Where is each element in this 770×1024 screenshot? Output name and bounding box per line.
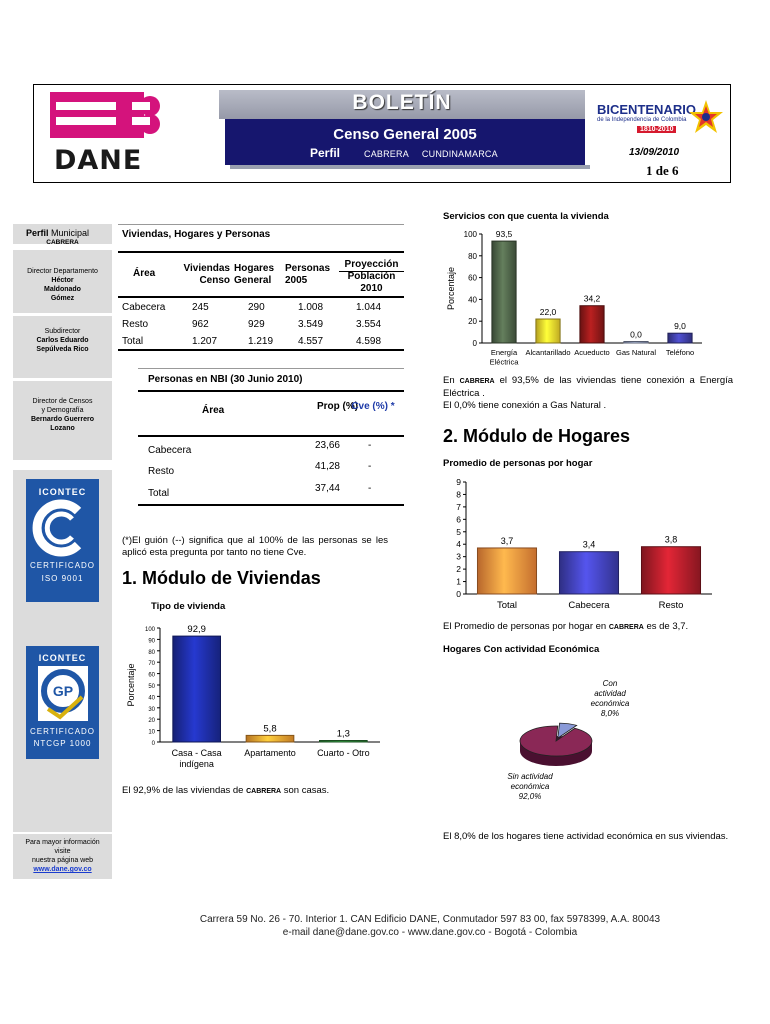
nbi-col-prop: Prop (%) <box>317 401 359 412</box>
cert-code: ISO 9001 <box>41 574 84 583</box>
table-cell: 3.549 <box>298 319 324 330</box>
svg-text:GP: GP <box>52 683 74 699</box>
table-cell: 1.008 <box>298 302 324 313</box>
page-counter: 1 de 6 <box>646 163 679 178</box>
bicentenario-subtitle: de la Independencia de Colombia <box>597 117 687 123</box>
chart-actividad-economica <box>490 675 670 805</box>
sidebar-divider <box>13 313 112 316</box>
bar <box>477 548 536 594</box>
y-tick-label: 1 <box>456 576 461 587</box>
icontec-iso-badge <box>26 479 99 602</box>
table-rule <box>138 435 404 437</box>
y-tick-label: 7 <box>456 501 461 512</box>
y-tick-label: 30 <box>148 706 155 713</box>
y-tick-label: 90 <box>148 638 155 645</box>
x-tick-label: Resto <box>658 600 684 611</box>
x-tick-label: Cabecera <box>568 600 610 611</box>
y-tick-label: 10 <box>148 729 155 736</box>
y-tick-label: 100 <box>463 230 477 239</box>
y-tick-label: 0 <box>472 339 477 348</box>
pie-slice <box>520 726 592 756</box>
data-label: 93,5 <box>495 229 513 240</box>
info-line: visite <box>54 848 71 855</box>
table-rule <box>138 504 404 506</box>
x-tick-label: indígena <box>179 759 214 769</box>
table-cell: 1.044 <box>356 302 382 313</box>
col-header-proyeccion: Proyección Población 2010 <box>344 259 399 294</box>
bar <box>624 342 648 344</box>
y-tick-label: 2 <box>456 564 461 575</box>
chart-title-promedio: Promedio de personas por hogar <box>443 458 593 469</box>
bar <box>173 636 221 742</box>
y-axis-label: Porcentaje <box>126 663 136 707</box>
pie-label: Sin actividad <box>507 772 553 781</box>
viviendas-footnote <box>122 785 329 798</box>
promedio-text <box>443 621 688 634</box>
y-tick-label: 60 <box>468 273 477 283</box>
sidebar-municipio: CABRERA <box>46 239 79 246</box>
col-header-personas: Personas 2005 <box>285 263 331 286</box>
nbi-note: (*)El guión (--) significa que al 100% de las personas se les aplicó esta pregunta por tanto no tiene Cve. <box>122 535 388 558</box>
brand-wordmark: DANE <box>54 145 143 176</box>
col-header-area: Área <box>133 268 156 279</box>
y-tick-label: 40 <box>468 295 477 305</box>
table-cell: 41,28 <box>314 461 340 472</box>
chart-title-tipo-vivienda: Tipo de vivienda <box>151 601 226 612</box>
ntcgp-seal-icon <box>26 663 99 725</box>
perfil-label: Perfil <box>310 146 341 160</box>
chart-title-actividad: Hogares Con actividad Económica <box>443 644 600 655</box>
pie-label: actividad <box>594 689 626 698</box>
chart-servicios <box>440 222 745 370</box>
y-tick-label: 50 <box>148 684 155 690</box>
y-tick-label: 80 <box>148 649 155 656</box>
table-rule <box>118 296 404 298</box>
data-label: 3,7 <box>500 535 514 546</box>
cert-code: NTCGP 1000 <box>33 739 92 748</box>
actividad-text: El 8,0% de los hogares tiene actividad económica en sus viviendas. <box>443 831 729 842</box>
chart-tipo-vivienda <box>118 612 398 778</box>
footnote-text: El 92,9% de las viviendas de <box>122 785 244 796</box>
icontec-seal-icon <box>26 497 99 559</box>
data-label: 22,0 <box>539 307 557 318</box>
subdirector-role: Subdirector <box>44 328 81 335</box>
data-label: 34,2 <box>583 293 601 304</box>
y-tick-label: 70 <box>148 661 155 668</box>
footer-address: Carrera 59 No. 26 - 70. Interior 1. CAN Edificio DANE, Conmutador 597 83 00, fax 5978399, A.A. 80043 <box>199 914 661 925</box>
y-tick-label: 3 <box>456 551 461 562</box>
promedio-text-part: El Promedio de personas por hogar en <box>443 621 607 632</box>
x-tick-label: Casa - Casa <box>171 748 222 758</box>
row-label: Resto <box>122 319 149 330</box>
footer-contact: e-mail dane@dane.gov.co - www.dane.gov.co - Bogotá - Colombia <box>282 927 578 938</box>
sidebar-perfil-suffix: Municipal <box>51 228 90 238</box>
x-tick-label: Total <box>496 600 518 611</box>
bar <box>536 319 560 343</box>
promedio-text-part: es de 3,7. <box>646 621 689 632</box>
row-label: Cabecera <box>122 302 166 313</box>
bar <box>492 241 516 343</box>
banner-shadow <box>230 165 590 169</box>
col-header-hogares: Hogares General <box>234 263 275 286</box>
chart-title-servicios: Servicios con que cuenta la vivienda <box>443 211 609 222</box>
y-tick-label: 100 <box>144 627 155 633</box>
banner-title: BOLETÍN <box>352 91 452 114</box>
table-cell: 245 <box>192 302 209 313</box>
pie-label: Con <box>602 679 618 688</box>
servicios-place: CABRERA <box>459 378 495 385</box>
pie-label: 8,0% <box>600 709 620 718</box>
table-cell: 4.557 <box>298 336 324 347</box>
x-tick-label: Cuarto - Otro <box>317 748 370 758</box>
sidebar-director-dept <box>13 267 112 303</box>
table-cell: - <box>368 461 372 472</box>
y-tick-label: 0 <box>151 741 155 747</box>
bicentenario-star-icon <box>686 98 726 140</box>
x-tick-label: Alcantarillado <box>525 348 571 357</box>
info-line: nuestra página web <box>31 857 94 864</box>
data-label: 0,0 <box>630 329 642 340</box>
table-rule <box>138 390 404 392</box>
y-tick-label: 20 <box>468 317 477 327</box>
icontec-brand: ICONTEC <box>38 653 87 663</box>
icontec-brand: ICONTEC <box>38 487 87 497</box>
bicentenario-title: BICENTENARIO <box>597 102 696 117</box>
bar <box>580 306 604 343</box>
y-tick-label: 40 <box>148 695 155 702</box>
bar <box>641 547 700 594</box>
x-tick-label: Gas Natural <box>615 348 657 357</box>
table-cell: 929 <box>248 319 265 330</box>
data-label: 5,8 <box>263 723 277 735</box>
table-cell: 1.219 <box>248 336 274 347</box>
y-axis-label: Porcentaje <box>446 266 456 311</box>
sidebar-info <box>13 838 112 874</box>
table-cell: 4.598 <box>356 336 382 347</box>
banner-subtitle: Censo General 2005 <box>333 126 477 143</box>
director-censos-name: Bernardo Guerrero Lozano <box>30 416 95 432</box>
table-cell: 962 <box>192 319 209 330</box>
promedio-place: CABRERA <box>608 624 644 631</box>
nbi-col-cve: Cve (%) * <box>351 401 395 412</box>
data-label: 9,0 <box>674 321 686 332</box>
sidebar-subdirector <box>13 327 112 354</box>
y-tick-label: 8 <box>456 489 461 500</box>
icontec-ntcgp-badge <box>26 646 99 759</box>
table-cell: 290 <box>248 302 265 313</box>
row-label: Cabecera <box>148 445 192 456</box>
y-tick-label: 20 <box>148 718 155 725</box>
row-label: Resto <box>148 466 175 477</box>
data-label: 92,9 <box>187 624 206 636</box>
bar <box>246 735 294 742</box>
x-tick-label: Energía <box>490 348 518 357</box>
servicios-text-part: el 93,5% de las viviendas tiene conexión a Energía Eléctrica . <box>443 375 734 399</box>
viviendas-table-title: Viviendas, Hogares y Personas <box>122 229 271 240</box>
row-label: Total <box>122 336 144 347</box>
sidebar-divider <box>13 378 112 381</box>
director-censos-role: Director de Censos y Demografía <box>32 398 93 414</box>
table-cell: - <box>368 440 372 451</box>
y-tick-label: 9 <box>456 477 461 487</box>
table-rule <box>118 251 404 253</box>
servicios-line2: El 0,0% tiene conexión a Gas Natural . <box>443 400 607 411</box>
table-cell: - <box>368 483 372 494</box>
info-line: Para mayor información <box>25 839 100 846</box>
director-dept-role: Director Departamento <box>27 268 98 275</box>
pie-label: 92,0% <box>518 792 542 801</box>
data-label: 3,4 <box>582 539 596 550</box>
location-label: CABRERA CUNDINAMARCA <box>364 149 498 159</box>
sidebar-director-censos <box>13 397 112 433</box>
table-cell: 37,44 <box>314 483 340 494</box>
director-dept-name: Héctor Maldonado Gómez <box>44 277 81 302</box>
table-cell: 23,66 <box>314 440 340 451</box>
footnote-text: son casas. <box>283 785 330 796</box>
table-rule <box>138 368 404 369</box>
sidebar-perfil <box>26 228 89 238</box>
pie-label: económica <box>510 782 550 791</box>
cert-label: CERTIFICADO <box>29 561 96 570</box>
y-tick-label: 80 <box>468 251 477 261</box>
data-label: 3,8 <box>664 534 678 545</box>
x-tick-label: Apartamento <box>244 748 296 758</box>
pie-label: económica <box>590 699 630 708</box>
footnote-place: CABRERA <box>246 788 282 795</box>
servicios-text-part: En <box>443 375 455 386</box>
bicentenario-years: 1810-2010 <box>637 126 676 133</box>
sidebar-perfil-label: Perfil <box>26 228 49 238</box>
bar <box>668 333 692 343</box>
nbi-col-area: Área <box>202 405 225 416</box>
y-tick-label: 4 <box>456 539 461 550</box>
section-title-viviendas: 1. Módulo de Viviendas <box>122 568 321 588</box>
col-header-viviendas: Viviendas Censo <box>183 263 230 286</box>
table-rule <box>118 349 404 351</box>
website-link[interactable]: www.dane.gov.co <box>33 866 92 873</box>
x-tick-label: Teléfono <box>665 348 695 357</box>
x-tick-label: Acueducto <box>574 348 610 357</box>
table-cell: 1.207 <box>192 336 218 347</box>
servicios-text <box>443 375 733 412</box>
data-label: 1,3 <box>336 728 350 740</box>
row-label: Total <box>148 488 170 499</box>
y-tick-label: 0 <box>456 589 461 599</box>
bar <box>320 741 368 743</box>
cert-label: CERTIFICADO <box>29 727 96 736</box>
subdirector-name: Carlos Eduardo Sepúlveda Rico <box>36 337 89 353</box>
bar <box>559 552 618 594</box>
nbi-table-title: Personas en NBI (30 Junio 2010) <box>148 374 303 385</box>
chart-promedio-hogar <box>440 474 740 617</box>
y-tick-label: 6 <box>456 514 461 525</box>
y-tick-label: 60 <box>148 672 155 679</box>
publication-date: 13/09/2010 <box>629 147 680 158</box>
section-title-hogares: 2. Módulo de Hogares <box>443 426 631 446</box>
y-tick-label: 5 <box>456 526 461 537</box>
x-tick-label: Eléctrica <box>489 357 519 367</box>
table-cell: 3.554 <box>356 319 382 330</box>
